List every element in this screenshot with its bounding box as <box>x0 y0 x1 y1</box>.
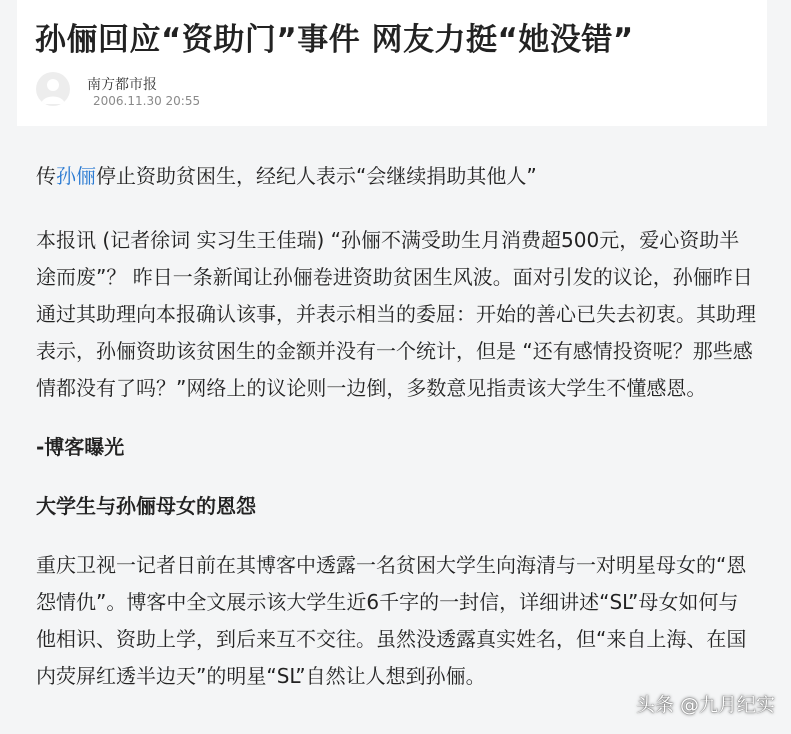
avatar[interactable] <box>36 72 70 106</box>
publish-date: 2006.11.30 20:55 <box>93 94 201 108</box>
watermark: 头条 @九月纪实 <box>635 694 775 716</box>
lead-suffix: 停止资助贫困生，经纪人表示“会继续捐助其他人” <box>96 164 537 188</box>
section-heading: 大学生与孙俪母女的恩怨 <box>36 494 256 518</box>
section-heading: -博客曝光 <box>36 435 125 459</box>
article-header <box>17 0 767 126</box>
person-link[interactable]: 孙俪 <box>56 164 96 188</box>
page-title: 孙俪回应“资助门”事件 网友力挺“她没错” <box>35 22 634 58</box>
lead-paragraph <box>36 158 758 195</box>
paragraph: 本报讯 (记者徐词 实习生王佳瑞) “孙俪不满受助生月消费超500元，爱心资助半途而废”？ 昨日一条新闻让孙俪卷进资助贫困生风波。面对引发的议论，孙俪昨日通过其助理向本报确认该事，并表示相当的委屈：开始的善心已失去初衷。其助理表示，孙俪资助该贫困生的金额并没有一个统计，但是 “还有感情投资呢？那些感情都没有了吗？”网络上的议论则一边倒，多数意见指责该大学生不懂感恩。 <box>36 228 756 400</box>
avatar-placeholder-icon <box>36 72 70 106</box>
lead-prefix: 传 <box>36 164 56 188</box>
paragraph: 重庆卫视一记者日前在其博客中透露一名贫困大学生向海清与一对明星母女的“恩怨情仇”。博客中全文展示该大学生近6千字的一封信，详细讲述“SL”母女如何与他相识、资助上学，到后来互不交往。虽然没透露真实姓名，但“来自上海、在国内荧屏红透半边天”的明星“SL”自然让人想到孙俪。 <box>36 553 747 688</box>
article-body <box>36 158 758 717</box>
source-name[interactable]: 南方都市报 <box>87 77 157 93</box>
